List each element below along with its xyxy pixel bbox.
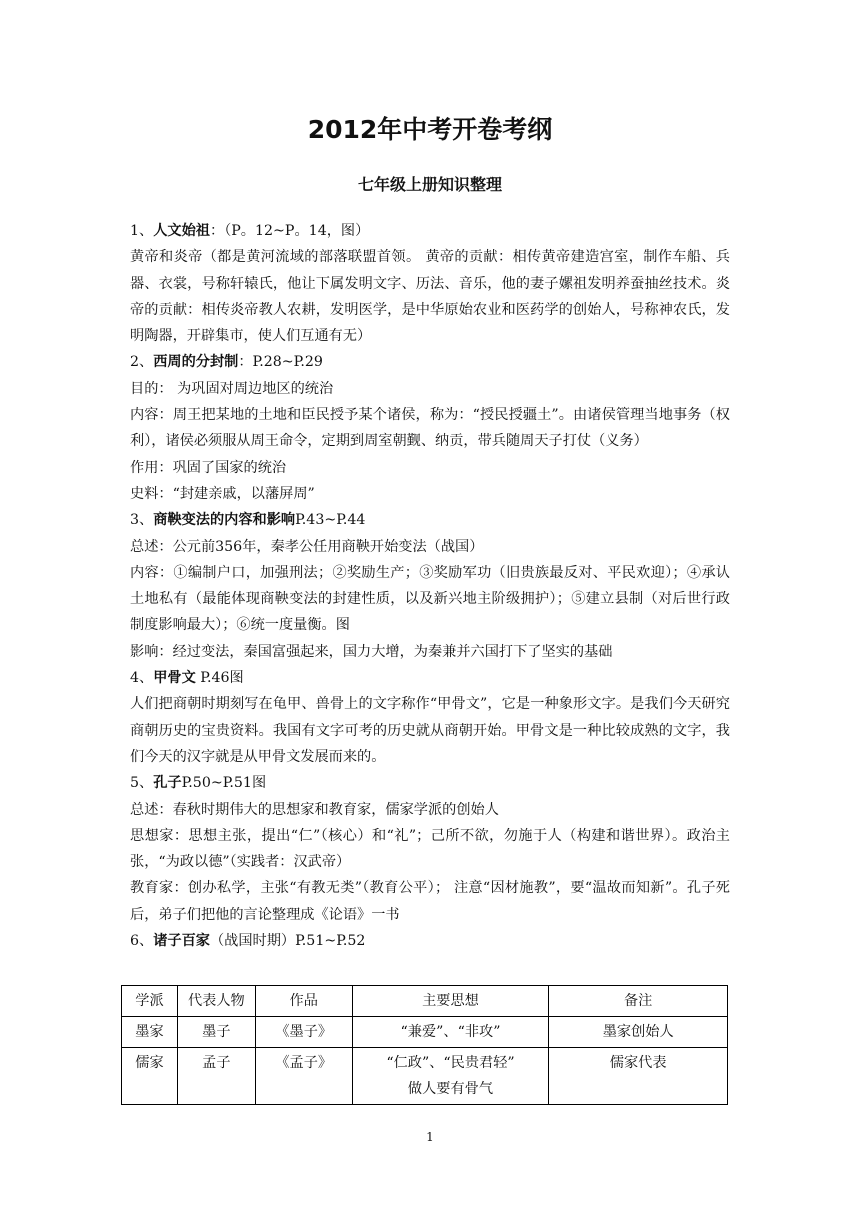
table-header-row xyxy=(122,986,728,1017)
section-4-heading: 4、甲骨文 P.46图 xyxy=(130,670,244,687)
schools-table xyxy=(121,985,728,1105)
section-5-line: 总述：春秋时期伟大的思想家和教育家，儒家学派的创始人 xyxy=(130,801,499,818)
table-cell: 孟子 xyxy=(177,1048,255,1105)
table-cell: 《孟子》 xyxy=(255,1048,352,1105)
table-cell: 墨家创始人 xyxy=(549,1017,728,1048)
table-cell: 墨家 xyxy=(122,1017,178,1048)
table-header-cell: 学派 xyxy=(122,986,178,1017)
table-header-cell: 备注 xyxy=(549,986,728,1017)
section-3-line: 内容：①编制户口，加强刑法；②奖励生产；③奖励军功（旧贵族最反对、平民欢迎）；④承认土地私有（最能体现商鞅变法的封建性质，以及新兴地主阶级拥护）；⑤建立县制（对后世行政制度影响最大）；⑥统一度量衡。图 xyxy=(130,564,730,634)
page-number: 1 xyxy=(426,1130,434,1144)
section-5-line: 思想家：思想主张，提出“仁”（核心）和“礼”；己所不欲，勿施于人（构建和谐世界）。政治主张，“为政以德”（实践者：汉武帝） xyxy=(130,827,730,871)
section-5-heading: 5、孔子P.50~P.51图 xyxy=(130,775,267,792)
table-cell: “兼爱”、“非攻” xyxy=(352,1017,549,1048)
table-header-cell: 代表人物 xyxy=(177,986,255,1017)
section-1-heading: 1、人文始祖：（P。12~P。14，图） xyxy=(130,223,370,239)
table-cell: 墨子 xyxy=(177,1017,255,1048)
section-2-heading: 2、西周的分封制：P.28~P.29 xyxy=(130,354,323,371)
table-row xyxy=(122,1048,728,1105)
section-6-heading: 6、诸子百家（战国时期）P.51~P.52 xyxy=(130,933,366,950)
section-5-line: 教育家：创办私学，主张“有教无类”（教育公平）； 注意“因材施教”，要“温故而知新”。孔子死后，弟子们把他的言论整理成《论语》一书 xyxy=(130,880,730,923)
table-cell: 儒家代表 xyxy=(549,1048,728,1105)
document-subtitle: 七年级上册知识整理 xyxy=(357,175,502,194)
section-3-line: 影响：经过变法，秦国富强起来，国力大增，为秦兼并六国打下了坚实的基础 xyxy=(130,643,613,660)
table-cell: 儒家 xyxy=(122,1048,178,1105)
section-2-line: 史料：“封建亲戚，以藩屏周” xyxy=(130,485,315,502)
section-2-line: 作用：巩固了国家的统治 xyxy=(130,459,287,476)
document-title: 2012年中考开卷考纲 xyxy=(307,115,553,144)
section-3-line: 总述：公元前356年，秦孝公任用商鞅开始变法（战国） xyxy=(130,538,484,555)
document-body xyxy=(130,218,730,954)
section-2-line: 内容：周王把某地的土地和臣民授予某个诸侯，称为：“授民授疆土”。由诸侯管理当地事务（权利），诸侯必须服从周王命令，定期到周室朝觐、纳贡，带兵随周天子打仗（义务） xyxy=(130,407,730,450)
section-3-heading: 3、商鞅变法的内容和影响P.43~P.44 xyxy=(130,512,366,529)
section-4-body: 人们把商朝时期刻写在龟甲、兽骨上的文字称作“甲骨文”，它是一种象形文字。是我们今天研究商朝历史的宝贵资料。我国有文字可考的历史就从商朝开始。甲骨文是一种比较成熟的文字，我们今天的汉字就是从甲骨文发展而来的。 xyxy=(130,696,730,765)
table-cell: “仁政”、“民贵君轻” 做人要有骨气 xyxy=(352,1048,549,1105)
table-row xyxy=(122,1017,728,1048)
section-1-body: 黄帝和炎帝（都是黄河流域的部落联盟首领。 黄帝的贡献：相传黄帝建造宫室，制作车船、兵器、衣裳，号称轩辕氏，他让下属发明文字、历法、音乐，他的妻子嫘祖发明养蚕抽丝技术。炎帝的贡献：相传炎帝教人农耕，发明医学，是中华原始农业和医药学的创始人，号称神农氏，发明陶器，开辟集市，使人们互通有无） xyxy=(130,249,730,345)
table-cell: 《墨子》 xyxy=(255,1017,352,1048)
section-2-line: 目的： 为巩固对周边地区的统治 xyxy=(130,380,334,397)
table-header-cell: 作品 xyxy=(255,986,352,1017)
table-header-cell: 主要思想 xyxy=(352,986,549,1017)
